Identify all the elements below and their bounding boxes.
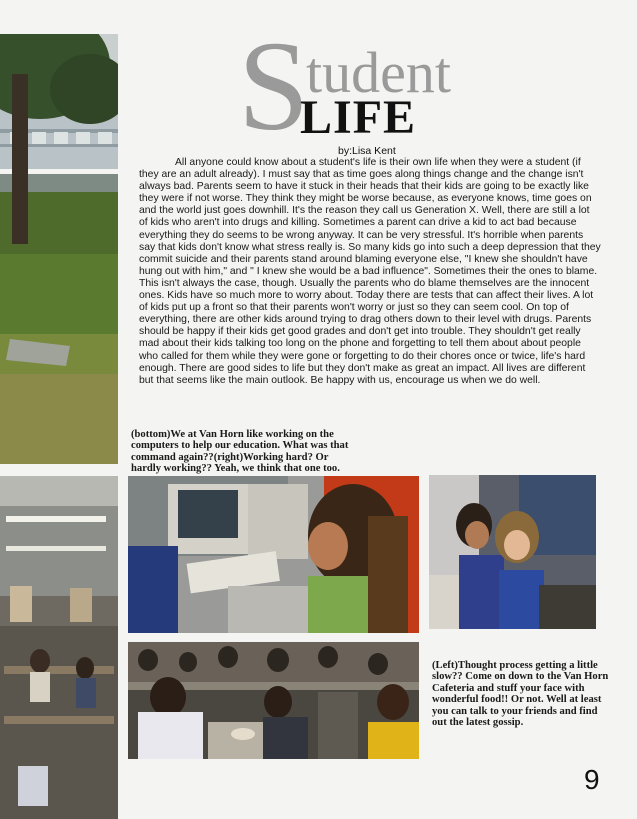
title-rest: tudent (306, 40, 451, 105)
photo-computer-student (128, 476, 419, 633)
byline: by:Lisa Kent (338, 145, 396, 157)
caption-cafeteria: (Left)Thought process getting a little slow?? Come on down to the Van Horn Cafeteria and stuff your face with wonderful food!! Or not. Well at least you can talk to your friends and find out the latest gossip. (432, 660, 609, 729)
caption-computers: (bottom)We at Van Horn like working on the computers to help our education. What was that command again??(right)Working hard? Or hardly working?? Yeah, we think that one too. (131, 429, 349, 475)
page-number: 9 (584, 764, 600, 795)
title-initial: S (238, 15, 310, 157)
title-life: LIFE (300, 91, 417, 144)
photo-cafeteria (128, 642, 419, 759)
photo-study-hall (0, 476, 118, 819)
photo-school-lawn (0, 34, 118, 464)
article-body: All anyone could know about a student's life is their own life when they were a student (if they are an adult already). I must say that as time goes along things change and the change isn't always bad. Parents seem to have it stuck in their heads that their kids are going to be exactly like they were if not worse. They think they might be worse because, as everyone knows, time goes on and the world just goes downhill. It's the reason they call us Generation X. Well, there are still a lot of kids who aren't into drugs and killing. Sometimes a parent can drive a kid to act bad because everything they do seems to be wrong anyway. It can be very stressful. It's horrible when parents say that kids don't know what stress really is. So many kids go into such a deep depression that they commit suicide and their parents stand around blaming everyone else, "I knew she shouldn't have hung out with him," and " I knew she would be a bad influence". Sometimes their the ones to blame. This isn't always the case, though. Usually the parents who do blame themselves are the innocent ones. Kids have so much more to worry about. Today there are tests that can affect their lives. A lot of kids put up a front so that their parents won't worry or just so they can seem cool. On top of everything, there are other kids around trying to drag others down to their level with drugs. Parents should be happy if their kids get good grades and don't get into trouble. They shouldn't get really mad about their kids talking too long on the phone and forgetting to tell them about about people who called for them while they were gone or forgetting to do their chores once or twice, life's hard enough. There are good sides to life but they don't make as great an impact. All lives are different but that seems like the main outlook. Be happy with us, encourage us when we do well. (139, 157, 601, 386)
photo-two-students (429, 475, 596, 629)
